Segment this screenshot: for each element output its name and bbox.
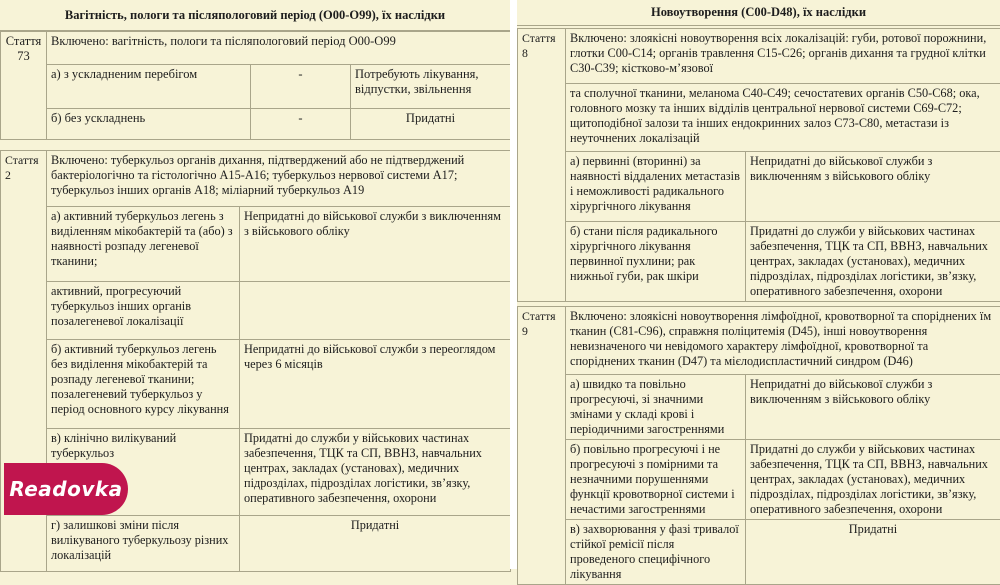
readovka-logo <box>4 463 128 515</box>
article-9-row-b-condition: б) повільно прогресуючі і не прогресуючі з помірними та незначними порушеннями функції кровотворної системи і нечастими загостреннями <box>566 440 746 520</box>
article-9-label: Стаття 9 <box>518 307 566 585</box>
section-title-pregnancy: Вагітність, пологи та післяпологовий період (O00-O99), їх наслідки <box>0 0 510 31</box>
section-title-neoplasms: Новоутворення (C00-D48), їх наслідки <box>517 0 1000 26</box>
article-2-row-a2-condition: активний, прогресуючий туберкульоз інших органів позалегеневої локалізації <box>47 282 240 340</box>
article-2-row-a-condition: а) активний туберкульоз легень з виділенням мікобактерій та (або) з наявності розпаду легеневої тканини; <box>47 207 240 282</box>
article-73-row-a-verdict: Потребують лікування, відпустки, звільнення <box>351 65 511 109</box>
article-9-row-a-condition: а) швидко та повільно прогресуючі, зі значними змінами у складі крові і періодичними загостреннями <box>566 375 746 440</box>
article-8-intro-continued: та сполучної тканини, меланома C40-C49; сечостатевих органів C50-C68; ока, головного мозку та інших відділів центральної нервової системи C69-C72; щитоподібної залози та інших ендокринних залоз C73-C80, метастази із неуточнених локалізацій <box>566 84 1000 152</box>
article-2-intro: Включено: туберкульоз органів дихання, підтверджений або не підтверджений бактеріологічно та гістологічно A15-A16; туберкульоз нервової системи A17; туберкульоз інших органів A18; міліарний туберкульоз A19 <box>47 151 511 207</box>
article-8-row-b-condition: б) стани після радикального хірургічного лікування первинної пухлини; рак нижньої губи, рак шкіри <box>566 222 746 302</box>
article-73-row-a-condition: а) з ускладненим перебігом <box>47 65 251 109</box>
article-2-row-a-verdict: Непридатні до військової служби з виключенням з військового обліку <box>240 207 511 282</box>
article-2-row-a2-verdict <box>240 282 511 340</box>
article-2-row-d-condition: г) залишкові зміни після вилікуваного туберкульозу різних локалізацій <box>47 516 240 572</box>
article-8-row-a-condition: а) первинні (вторинні) за наявності віддалених метастазів і неможливості радикального хірургічного лікування <box>566 152 746 222</box>
article-8-label: Стаття 8 <box>518 29 566 302</box>
readovka-logo-text: Readovka <box>9 477 122 501</box>
article-8-table <box>517 28 1000 302</box>
article-9-row-c-verdict: Придатні <box>746 520 1000 585</box>
article-2-row-d-verdict: Придатні <box>240 516 511 572</box>
article-8-row-b-verdict: Придатні до служби у військових частинах забезпечення, ТЦК та СП, ВВНЗ, навчальних центрах, закладах (установах), медичних підрозділах, підрозділах логістики, зв’язку, оперативного забезпечення, охорони <box>746 222 1000 302</box>
article-9-table <box>517 306 1000 585</box>
article-9-row-c-condition: в) захворювання у фазі тривалої стійкої ремісії після проведеного специфічного лікування <box>566 520 746 585</box>
article-2-row-c-verdict: Придатні до служби у військових частинах забезпечення, ТЦК та СП, ВВНЗ, навчальних центрах, закладах (установах), медичних підрозділах, підрозділах логістики, зв’язку, оперативного забезпечення, охорони <box>240 429 511 516</box>
article-73-row-a-dash: - <box>251 65 351 109</box>
article-73-table <box>0 31 511 140</box>
article-2-row-c-condition: в) клінічно вилікуваний туберкульоз <box>47 429 240 516</box>
article-2-row-b-condition: б) активний туберкульоз легень без виділення мікобактерій та розпаду легеневої тканини; позалегеневий туберкульоз у період основного курсу лікування <box>47 340 240 429</box>
article-73-label: Стаття 73 <box>1 32 47 140</box>
article-73-intro: Включено: вагітність, пологи та післяпологовий період O00-O99 <box>47 32 511 65</box>
article-8-intro: Включено: злоякісні новоутворення всіх локалізацій: губи, ротової порожнини, глотки C00-C14; органів травлення C15-C26; органів дихання та грудної клітки C30-C39; кістково-м’язової <box>566 29 1000 84</box>
article-9-intro: Включено: злоякісні новоутворення лімфоїдної, кровотворної та споріднених їм тканин (C81-C96), справжня поліцитемія (D45), інші новоутворення невизначеного чи невідомого характеру лімфоїдної, кровотворної та споріднених тканин (D47) та мієлодиспластичний синдром (D46) <box>566 307 1000 375</box>
article-9-row-b-verdict: Придатні до служби у військових частинах забезпечення, ТЦК та СП, ВВНЗ, навчальних центрах, закладах (установах), медичних підрозділах, підрозділах логістики, зв’язку, оперативного забезпечення, охорони <box>746 440 1000 520</box>
article-73-row-b-dash: - <box>251 109 351 140</box>
article-2-label: Стаття 2 <box>1 151 47 572</box>
article-8-row-a-verdict: Непридатні до військової служби з виключенням з військового обліку <box>746 152 1000 222</box>
panel-gap <box>510 0 517 569</box>
article-73-row-b-verdict: Придатні <box>351 109 511 140</box>
article-9-row-a-verdict: Непридатні до військової служби з виключенням з військового обліку <box>746 375 1000 440</box>
article-73-row-b-condition: б) без ускладнень <box>47 109 251 140</box>
article-2-row-b-verdict: Непридатні до військової служби з переоглядом через 6 місяців <box>240 340 511 429</box>
